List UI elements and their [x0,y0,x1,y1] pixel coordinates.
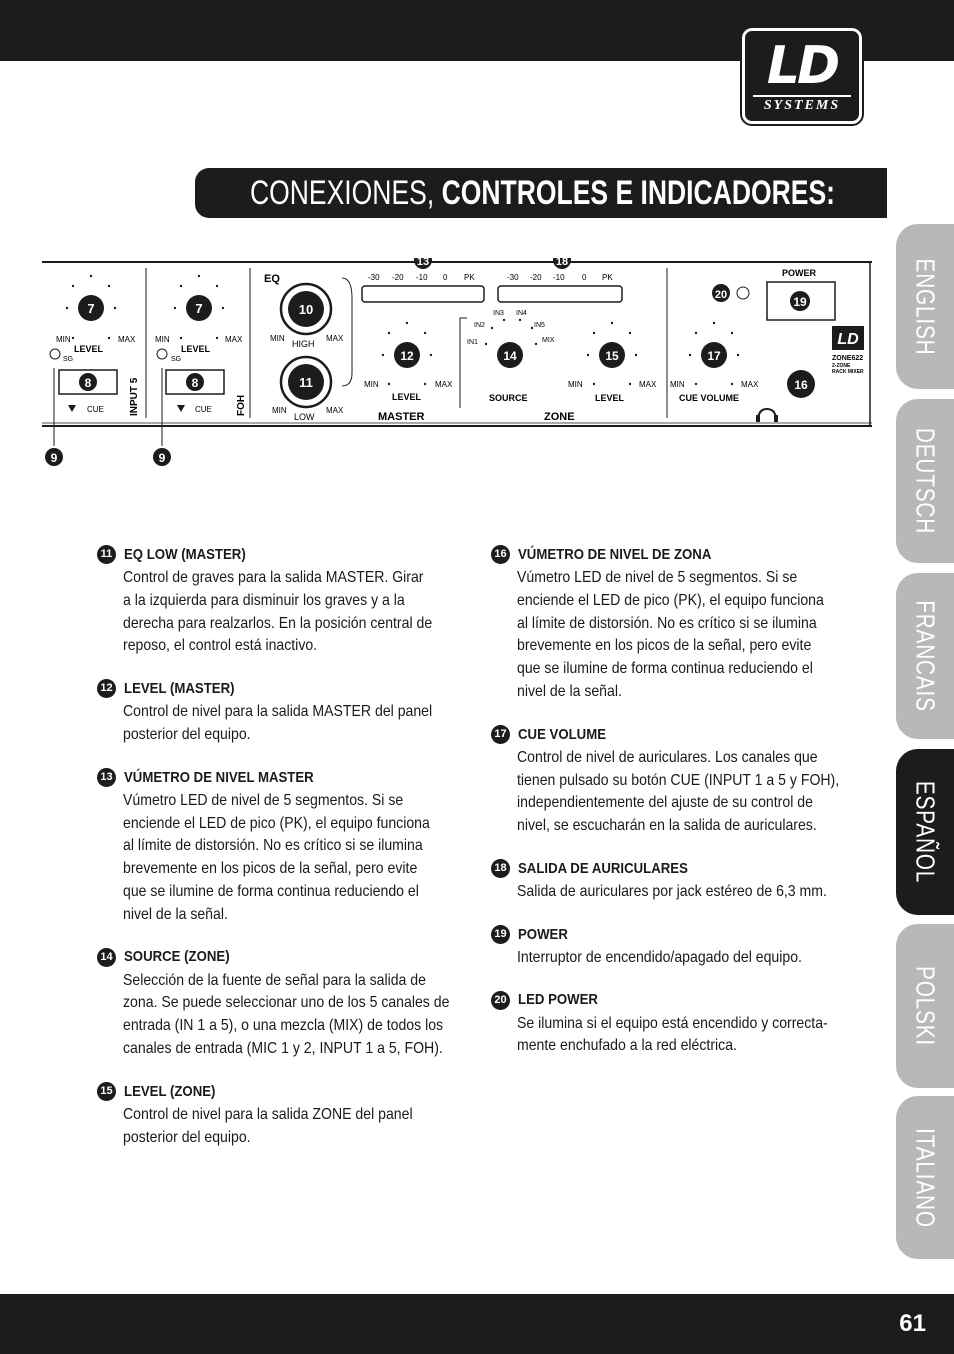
callout-18: 16 [794,378,808,392]
item-title: VÚMETRO DE NIVEL DE ZONA [518,545,712,563]
tab-deutsch[interactable] [896,399,954,563]
item-title: CUE VOLUME [518,725,607,743]
item-title: LEVEL (ZONE) [124,1082,216,1100]
item-line: canales de entrada (MIC 1 y 2, INPUT 1 a 5, FOH). [123,1039,443,1057]
item-18 [494,859,867,904]
cue-label: CUE [195,405,212,414]
cue-volume [670,284,778,422]
item-line: Vúmetro LED de nivel de 5 segmentos. Si se [123,791,404,809]
tab-francais[interactable] [896,573,954,739]
item-number: 12 [97,679,116,698]
max-label: MAX [639,380,657,389]
item-12 [100,679,473,747]
item-17 [494,725,867,838]
in2-label: IN2 [474,322,485,329]
tab-label: ESPAÑOL [910,780,941,884]
min-label: MIN [364,380,379,389]
signal-led [157,349,167,359]
high-label: HIGH [292,339,315,349]
max-label: MAX [225,335,243,344]
item-line: Salida de auriculares por jack estéreo de 6,3 mm. [517,882,827,900]
zone-level [544,342,657,423]
master-label: MASTER [378,411,425,423]
source-selector [467,310,555,403]
tab-label: POLSKI [910,966,941,1046]
item-line: Control de graves para la salida MASTER. Girar [123,569,424,586]
item-number: 11 [97,545,116,564]
in3-label: IN3 [493,310,504,317]
cue-label: CUE [87,405,104,414]
callout-7a: 7 [87,301,95,316]
level-label: LEVEL [74,344,104,354]
zone-label: ZONE [544,411,575,423]
callout-12: 12 [400,349,414,363]
tab-english[interactable] [896,224,954,389]
item-title: SOURCE (ZONE) [124,948,230,966]
min-label: MIN [568,380,583,389]
item-number: 20 [491,991,510,1010]
item-line: a la izquierda para disminuir los graves y a la [123,591,405,609]
low-label: LOW [294,412,315,422]
sg-label: SG [63,356,74,363]
cue-volume-label: CUE VOLUME [679,393,740,403]
scale-0: 0 [443,273,448,282]
tab-polski[interactable] [896,924,954,1088]
callout-11: 11 [299,375,313,390]
item-19 [494,925,867,970]
min-label: MIN [670,380,685,389]
badge-model: ZONE622 [832,355,864,362]
item-line: que se ilumine de forma continua reduciendo el [517,660,813,678]
item-title: SALIDA DE AURICULARES [518,859,688,877]
item-line: Vúmetro LED de nivel de 5 segmentos. Si se [517,569,798,586]
in5-label: IN5 [534,322,545,329]
min-label: MIN [270,334,285,343]
item-line: Control de nivel de auriculares. Los canales que [517,748,818,766]
tab-label: ENGLISH [910,258,941,355]
ld-systems-logo [742,28,862,124]
item-line: Control de nivel para la salida ZONE del panel [123,1105,413,1123]
max-label: MAX [118,335,136,344]
callout-9-leaders [42,360,182,470]
item-line: zona. Se puede seleccionar uno de los 5 canales de [123,994,450,1012]
item-line: nivel de la señal. [517,682,622,700]
level-label: LEVEL [595,393,625,403]
item-line: nivel, se escucharán en la salida de auriculares. [517,817,817,835]
item-number: 16 [491,545,510,564]
callout-20: 20 [714,289,728,301]
item-14 [100,948,473,1061]
tab-label: FRANCAIS [910,600,941,712]
item-line: mente enchufado a la red eléctrica. [517,1037,737,1055]
callout-19: 19 [793,295,807,309]
item-line: enciende el LED de pico (PK), el equipo funciona [123,814,430,832]
scale-10: -10 [553,273,565,282]
item-number: 13 [97,768,116,787]
item-line: posterior del equipo. [123,725,251,743]
scale-20: -20 [530,273,542,282]
right-column [494,545,867,1079]
callout-9b: 9 [158,451,166,465]
callout-8b: 8 [191,376,199,390]
item-line: al límite de distorsión. No es crítico si se ilumina [517,614,817,632]
callout-7b: 7 [195,301,203,316]
item-line: entrada (IN 1 a 5), o una mezcla (MIX) de todos los [123,1017,444,1035]
item-15 [100,1082,473,1150]
callout-15: 15 [605,349,619,363]
left-column [100,545,473,1170]
max-label: MAX [741,380,759,389]
item-16 [494,545,867,704]
max-label: MAX [435,380,453,389]
item-line: posterior del equipo. [123,1128,251,1146]
signal-led [50,349,60,359]
item-line: brevemente en los picos de la señal, pero evite [123,860,418,878]
item-line: reposo, el control está inactivo. [123,637,318,655]
item-13 [100,768,473,927]
item-line: enciende el LED de pico (PK), el equipo funciona [517,591,824,609]
page-number: 61 [899,1310,926,1337]
callout-14: 14 [503,349,517,363]
power-led [737,287,749,299]
item-line: tienen pulsado su botón CUE (INPUT 1 a 5 y FOH), [517,771,840,789]
item-number: 18 [491,859,510,878]
title-light: CONEXIONES, [250,174,435,212]
logo-sub: SYSTEMS [753,95,851,115]
page-title [195,168,887,218]
master-level [364,342,453,423]
callout-13: 13 [416,258,430,268]
in4-label: IN4 [516,310,527,317]
item-line: Control de nivel para la salida MASTER del panel [123,703,433,721]
title-bold: CONTROLES E INDICADORES: [441,174,835,212]
item-title: EQ LOW (MASTER) [124,545,246,563]
zone-meter [498,258,622,302]
scale-30: -30 [507,273,519,282]
item-title: LED POWER [518,991,598,1009]
callout-17: 17 [707,349,721,363]
mix-label: MIX [542,337,555,344]
scale-20: -20 [392,273,404,282]
item-line: independientemente del ajuste de su control de [517,794,813,812]
max-label: MAX [326,334,344,343]
level-label: LEVEL [181,344,211,354]
min-label: MIN [155,335,170,344]
tab-label: DEUTSCH [910,427,941,535]
item-11 [100,545,473,658]
callout-9a: 9 [50,451,58,465]
eq-section [264,273,352,422]
item-line: derecha para realzarlos. En la posición central de [123,614,433,632]
bottom-bar [0,1294,954,1354]
min-label: MIN [272,406,287,415]
sg-label: SG [171,356,182,363]
item-line: Se ilumina si el equipo está encendido y correcta- [517,1014,828,1032]
tab-italiano[interactable] [896,1096,954,1259]
foh-label: FOH [236,394,247,416]
badge-sub1: 2-ZONE [832,363,851,369]
scale-0: 0 [582,273,587,282]
in1-label: IN1 [467,339,478,346]
item-number: 15 [97,1082,116,1101]
item-number: 14 [97,948,116,967]
callout-10: 10 [298,302,314,317]
scale-30: -30 [368,273,380,282]
tab-label: ITALIANO [910,1127,941,1228]
tab-espanol[interactable] [896,749,954,915]
item-title: LEVEL (MASTER) [124,680,235,698]
logo-main: LD [766,36,838,96]
power-label: POWER [782,268,817,278]
input5-label: INPUT 5 [129,377,140,416]
headphones-icon [758,409,776,421]
power-section [767,268,864,398]
scale-10: -10 [416,273,428,282]
callout-8a: 8 [84,376,92,390]
item-title: POWER [518,925,568,943]
badge-sub2: RACK MIXER [832,369,864,375]
item-line: al límite de distorsión. No es crítico si se ilumina [123,837,423,855]
item-title: VÚMETRO DE NIVEL MASTER [124,768,314,786]
master-meter [362,258,484,302]
level-label: LEVEL [392,392,422,402]
max-label: MAX [326,406,344,415]
item-line: Interruptor de encendido/apagado del equipo. [517,948,802,966]
min-label: MIN [56,335,71,344]
badge-logo-text: LD [837,331,859,348]
item-line: que se ilumine de forma continua reduciendo el [123,882,419,900]
item-line: brevemente en los picos de la señal, pero evite [517,637,812,655]
callout-16: 18 [555,258,569,268]
scale-pk: PK [602,273,613,282]
item-20 [494,991,867,1059]
item-line: nivel de la señal. [123,905,228,923]
item-line: Selección de la fuente de señal para la salida de [123,971,426,989]
source-label: SOURCE [489,393,528,403]
item-number: 19 [491,925,510,944]
scale-pk: PK [464,273,475,282]
eq-label: EQ [264,273,280,285]
item-number: 17 [491,725,510,744]
